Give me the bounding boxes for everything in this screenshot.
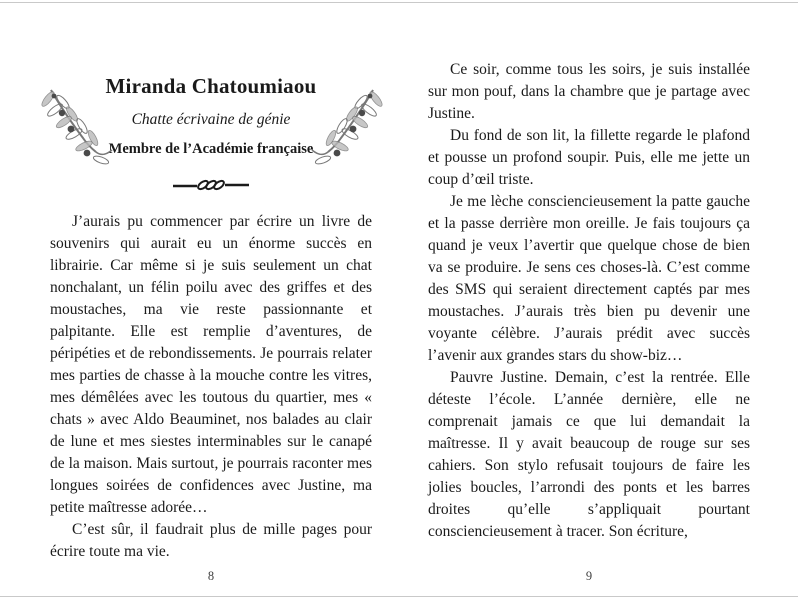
paragraph: Du fond de son lit, la fillette regarde le plafond et pousse un profond soupir. Puis, elle me jette un coup d’œil triste. (428, 127, 750, 188)
olive-branch-right-icon (311, 86, 387, 170)
left-page-body (50, 211, 372, 563)
paragraph: Ce soir, comme tous les soirs, je suis installée sur mon pouf, dans la chambre que je partage avec Justine. (428, 61, 750, 122)
right-page-body (428, 59, 750, 543)
paragraph: Je me lèche consciencieusement la patte gauche et la passe derrière mon oreille. Je fais toujours ça quand je veux l’avertir que quelque chose de bien va se produire. Je sens ces choses-là. C’est comme des SMS qui seraient directement captés par mes moustaches. J’aurais très bien pu devenir une voyante célèbre. J’aurais prédit avec succès l’avenir aux grandes stars du show-biz… (428, 193, 750, 364)
olive-branch-left-icon (37, 86, 113, 170)
page-number-left: 8 (207, 569, 215, 583)
paragraph: C’est sûr, il faudrait plus de mille pages pour écrire toute ma vie. (50, 521, 372, 560)
left-page (50, 0, 372, 601)
right-page (428, 0, 750, 601)
rope-twist-divider-icon (50, 178, 372, 192)
author-subtitle: Chatte écrivaine de génie (131, 111, 291, 128)
page-bottom-edge (0, 596, 798, 597)
author-name: Miranda Chatoumiaou (105, 74, 317, 98)
chapter-header (50, 74, 372, 192)
page-number-right: 9 (585, 569, 593, 583)
paragraph: J’aurais pu commencer par écrire un livre de souvenirs qui aurait eu un énorme succès en librairie. Car même si je suis seulement un chat nonchalant, un félin poilu avec des griffes et des moustaches, ma vie reste passionnante et palpitante. Elle est remplie d’aventures, de péripéties et de rebondissements. Je pourrais relater mes parties de chasse à la mouche contre les vitres, mes démêlées avec les toutous du quartier, mes « chats » avec Aldo Beauminet, nos balades au clair de lune et mes siestes interminables sur le canapé de la maison. Mais surtout, je pourrais raconter mes longues soirées de confidences avec Justine, ma petite maîtresse adorée… (50, 213, 372, 516)
paragraph: Pauvre Justine. Demain, c’est la rentrée. Elle déteste l’école. L’année dernière, elle ne comprenait jamais ce que lui demandait la maîtresse. Il y avait beaucoup de rouge sur ses cahiers. Son stylo refusait toujours de faire les jolies boucles, l’arrondi des ponts et les barres droites qu’elle s’appliquait pourtant consciencieusement à tracer. Son écriture, (428, 369, 750, 540)
author-affiliation: Membre de l’Académie française (108, 141, 314, 157)
